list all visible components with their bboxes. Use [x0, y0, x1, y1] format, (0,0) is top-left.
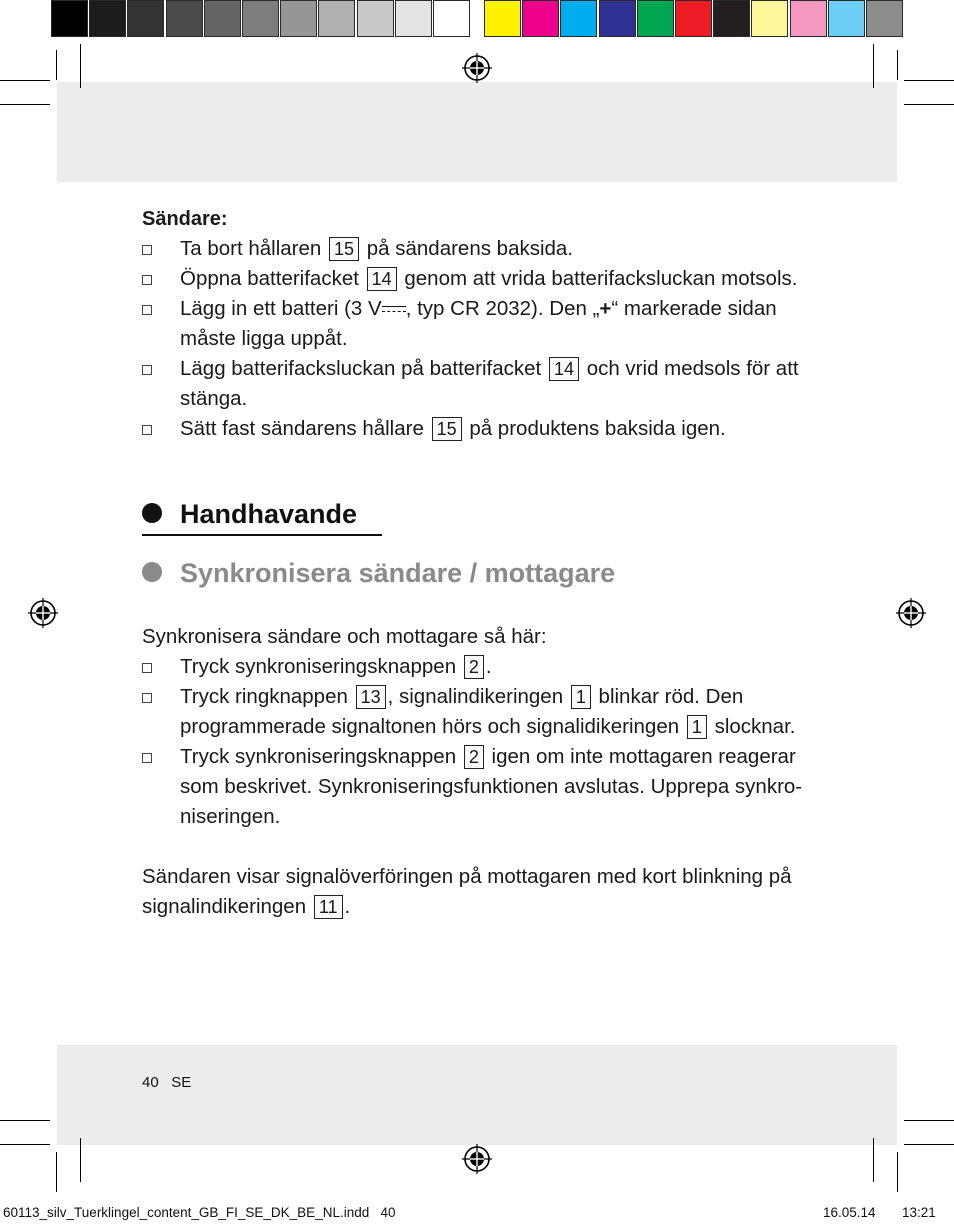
- process-color-bar: [484, 0, 904, 40]
- color-swatch: [790, 0, 827, 37]
- color-swatch: [318, 0, 355, 37]
- checkbox-bullet-icon: [142, 425, 152, 435]
- color-swatch: [89, 0, 126, 37]
- bullet-dot-icon: [142, 503, 162, 523]
- sync-intro: Synkronisera sändare och mottagare så här:: [142, 625, 547, 648]
- list-item: Lägg batterifacksluckan på batterifacket 14 och vrid medsols för att stänga.: [142, 354, 822, 414]
- bottom-margin-band: [57, 1045, 897, 1145]
- crop-mark: [904, 80, 954, 81]
- part-reference: 1: [571, 685, 591, 709]
- top-margin-band: [57, 82, 897, 182]
- list-item: Lägg in ett batteri (3 V , typ CR 2032). Den „+“ markerade sidan måste ligga uppåt.: [142, 294, 822, 354]
- dc-symbol-icon: [382, 304, 406, 316]
- checkbox-bullet-icon: [142, 663, 152, 673]
- color-swatch: [866, 0, 903, 37]
- crop-mark: [904, 1144, 954, 1145]
- color-swatch: [751, 0, 788, 37]
- color-swatch: [166, 0, 203, 37]
- crop-mark: [897, 50, 898, 80]
- part-reference: 15: [329, 237, 359, 261]
- color-swatch: [395, 0, 432, 37]
- crop-mark: [80, 44, 81, 88]
- part-reference: 2: [464, 655, 484, 679]
- sender-heading: Sändare:: [142, 208, 228, 230]
- part-reference: 15: [432, 417, 462, 441]
- language-code: SE: [171, 1074, 192, 1091]
- list-item: Tryck synkroniseringsknappen 2 igen om inte mottagaren reagerar som beskrivet. Synkroniseringsfunktionen avslutas. Upprepa synkro-niseringen.: [142, 742, 822, 832]
- color-swatch: [51, 0, 88, 37]
- color-swatch: [280, 0, 317, 37]
- crop-mark: [904, 1120, 954, 1121]
- registration-mark-icon: [28, 598, 58, 628]
- crop-mark: [0, 104, 50, 105]
- part-reference: 2: [464, 745, 484, 769]
- color-swatch: [599, 0, 636, 37]
- color-swatch: [637, 0, 674, 37]
- file-slug: 60113_silv_Tuerklingel_content_GB_FI_SE_DK_BE_NL.indd 40: [3, 1205, 396, 1220]
- crop-mark: [0, 80, 50, 81]
- checkbox-bullet-icon: [142, 365, 152, 375]
- crop-mark: [873, 1138, 874, 1182]
- checkbox-bullet-icon: [142, 245, 152, 255]
- part-reference: 14: [549, 357, 579, 381]
- section-heading-sync: Synkronisera sändare / mottagare: [142, 558, 615, 589]
- crop-mark: [0, 1120, 50, 1121]
- list-item: Ta bort hållaren 15 på sändarens baksida.: [142, 234, 822, 264]
- list-item: Tryck ringknappen 13 , signalindikeringen 1 blinkar röd. Den programmerade signaltonen hörs och signalidikeringen 1 slocknar.: [142, 682, 822, 742]
- sync-outro: Sändaren visar signalöverföringen på mottagaren med kort blinkning på signalindikeringen 11 .: [142, 865, 792, 918]
- list-item: Öppna batterifacket 14 genom att vrida batterifacksluckan motsols.: [142, 264, 822, 294]
- page-number: 40: [142, 1074, 159, 1091]
- crop-mark: [56, 1152, 57, 1192]
- color-swatch: [357, 0, 394, 37]
- section-heading-handling: Handhavande: [142, 499, 357, 530]
- crop-mark: [56, 50, 57, 80]
- color-swatch: [522, 0, 559, 37]
- bullet-dot-icon: [142, 562, 162, 582]
- crop-mark: [0, 1144, 50, 1145]
- checkbox-bullet-icon: [142, 693, 152, 703]
- color-swatch: [713, 0, 750, 37]
- color-swatch: [433, 0, 470, 37]
- sender-section: [142, 204, 822, 444]
- registration-mark-icon: [462, 53, 492, 83]
- color-swatch: [560, 0, 597, 37]
- crop-mark: [80, 1138, 81, 1182]
- color-swatch: [127, 0, 164, 37]
- list-item: Sätt fast sändarens hållare 15 på produktens baksida igen.: [142, 414, 822, 444]
- slug-time: 13:21: [902, 1205, 936, 1220]
- part-reference: 13: [356, 685, 386, 709]
- color-swatch: [204, 0, 241, 37]
- checkbox-bullet-icon: [142, 753, 152, 763]
- crop-mark: [897, 1152, 898, 1192]
- color-swatch: [675, 0, 712, 37]
- color-swatch: [484, 0, 521, 37]
- part-reference: 11: [314, 895, 343, 919]
- part-reference: 14: [367, 267, 397, 291]
- registration-mark-icon: [462, 1144, 492, 1174]
- page-footer: [142, 1074, 191, 1091]
- crop-mark: [904, 104, 954, 105]
- registration-mark-icon: [896, 598, 926, 628]
- color-swatch: [828, 0, 865, 37]
- slug-date: 16.05.14: [823, 1205, 876, 1220]
- sync-section: [142, 622, 822, 922]
- checkbox-bullet-icon: [142, 275, 152, 285]
- part-reference: 1: [687, 715, 707, 739]
- checkbox-bullet-icon: [142, 305, 152, 315]
- color-swatch: [242, 0, 279, 37]
- grayscale-color-bar: [51, 0, 471, 40]
- crop-mark: [873, 44, 874, 88]
- list-item: Tryck synkroniseringsknappen 2 .: [142, 652, 822, 682]
- heading-underline: [142, 534, 382, 536]
